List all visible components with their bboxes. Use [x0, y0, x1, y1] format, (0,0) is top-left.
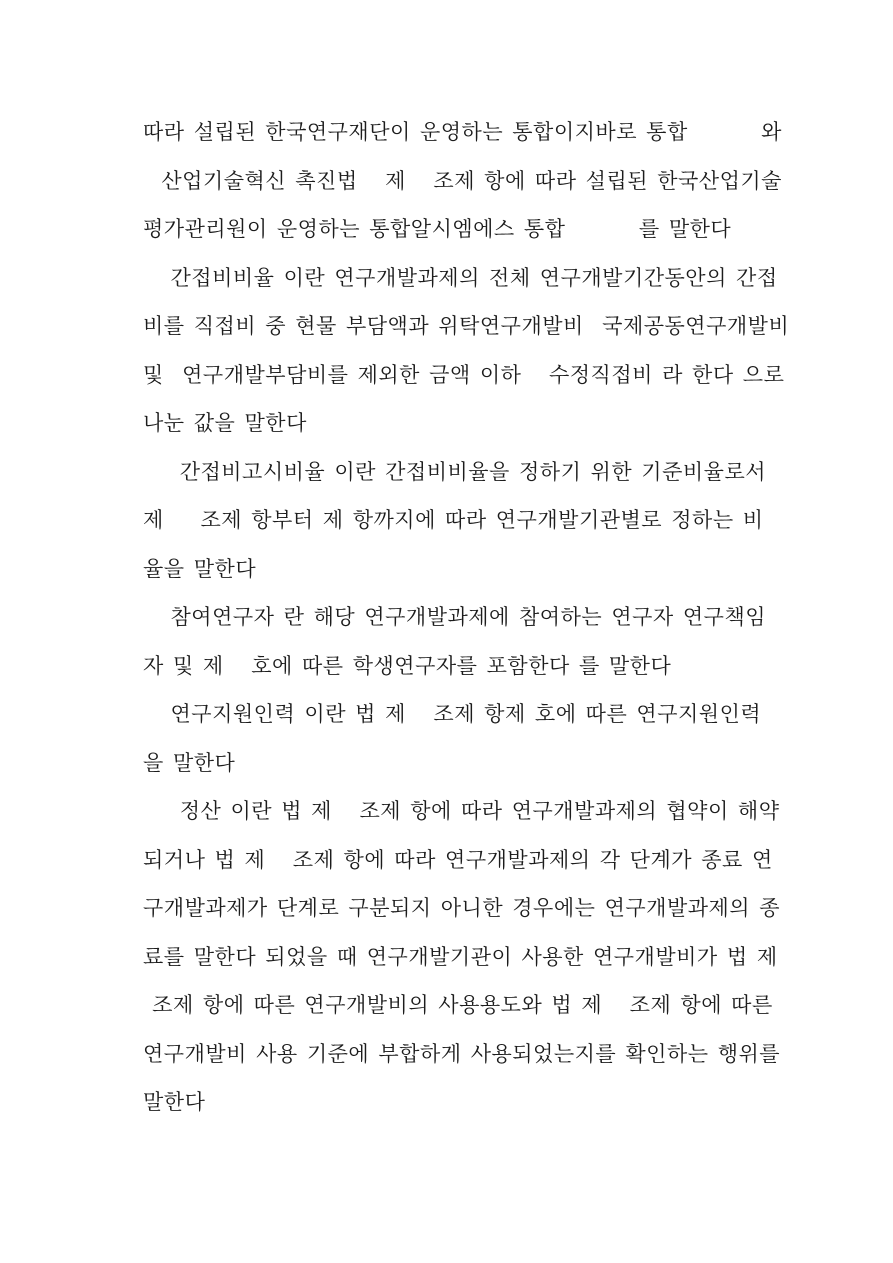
doc-line: 자 및 제 호에 따른 학생연구자를 포함한다 를 말한다: [143, 653, 672, 678]
doc-line: 비를 직접비 중 현물 부담액과 위탁연구개발비 국제공동연구개발비: [143, 314, 790, 338]
doc-line: 되거나 법 제 조제 항에 따라 연구개발과제의 각 단계가 종료 연: [143, 847, 773, 872]
doc-line: 율을 말한다: [143, 556, 257, 581]
doc-line: 료를 말한다 되었을 때 연구개발기관이 사용한 연구개발비가 법 제: [143, 944, 778, 969]
doc-line: 간접비고시비율 이란 간접비비율을 정하기 위한 기준비율로서: [143, 459, 767, 484]
doc-line: 및 연구개발부담비를 제외한 금액 이하 수정직접비 라 한다 으로: [143, 362, 785, 387]
doc-line: 을 말한다: [143, 750, 236, 775]
doc-line: 정산 이란 법 제 조제 항에 따라 연구개발과제의 협약이 해약: [143, 799, 780, 823]
doc-line: 나눈 값을 말한다: [143, 411, 307, 435]
doc-line: 평가관리원이 운영하는 통합알시엠에스 통합 를 말한다: [143, 217, 732, 241]
doc-line: 연구지원인력 이란 법 제 조제 항제 호에 따른 연구지원인력: [143, 702, 762, 726]
document-text-block: [143, 108, 803, 1127]
doc-line: 제 조제 항부터 제 항까지에 따라 연구개발기관별로 정하는 비: [143, 508, 764, 532]
doc-line: 간접비비율 이란 연구개발과제의 전체 연구개발기간동안의 간접: [143, 265, 778, 290]
doc-line: 따라 설립된 한국연구재단이 운영하는 통합이지바로 통합 와: [143, 120, 782, 144]
doc-line: 참여연구자 란 해당 연구개발과제에 참여하는 연구자 연구책임: [143, 605, 767, 629]
doc-line: 산업기술혁신 촉진법 제 조제 항에 따라 설립된 한국산업기술: [143, 168, 782, 193]
doc-line: 연구개발비 사용 기준에 부합하게 사용되었는지를 확인하는 행위를: [143, 1041, 781, 1066]
doc-line: 조제 항에 따른 연구개발비의 사용용도와 법 제 조제 항에 따른: [143, 993, 773, 1017]
doc-line: 말한다: [143, 1090, 206, 1114]
doc-line: 구개발과제가 단계로 구분되지 아니한 경우에는 연구개발과제의 종: [143, 896, 781, 920]
